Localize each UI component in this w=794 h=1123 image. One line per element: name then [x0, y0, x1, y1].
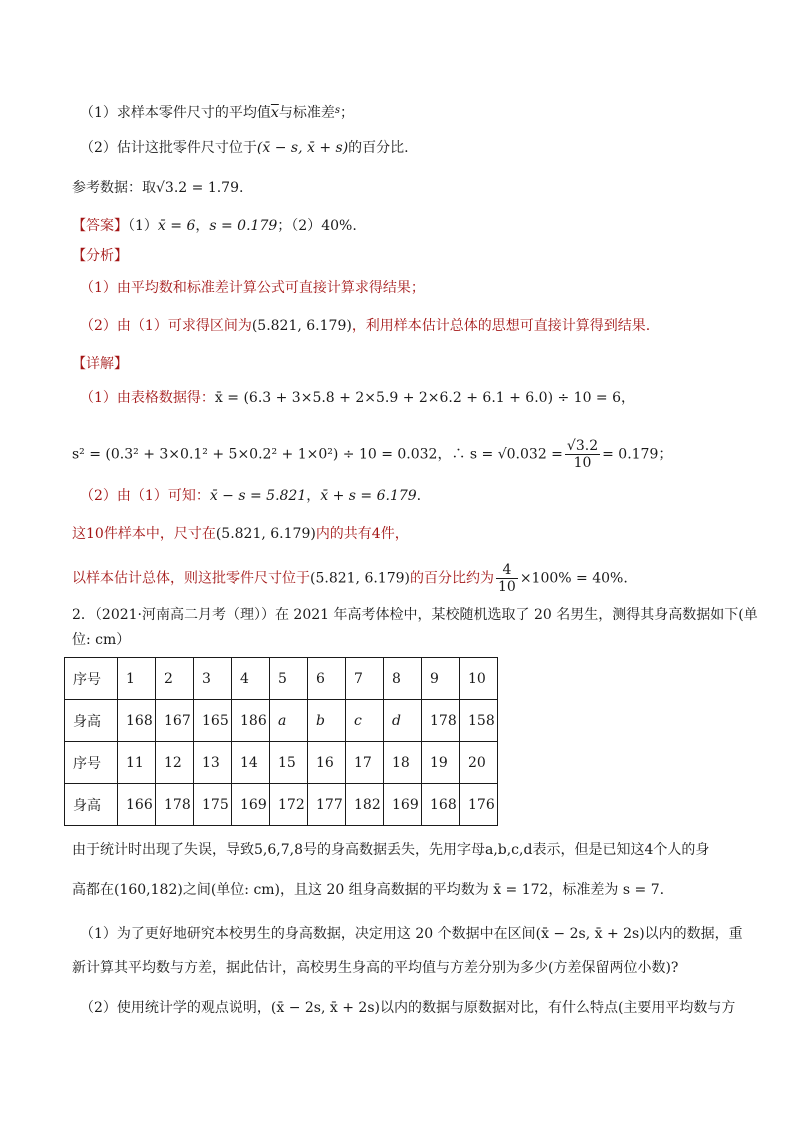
table-row [65, 784, 498, 826]
table-cell: 14 [232, 742, 270, 784]
table-cell: 169 [384, 784, 422, 826]
table-cell: 13 [194, 742, 232, 784]
table-cell: 4 [232, 658, 270, 700]
detail-label: 【详解】 [72, 356, 128, 372]
table-cell: 19 [422, 742, 460, 784]
q2-sub1-line-2: 新计算其平均数与方差，据此估计，高校男生身高的平均值与方差分别为多少(方差保留两位小数)? [72, 960, 679, 976]
table-cell: c [346, 700, 384, 742]
analysis-line-1: （1）由平均数和标准差计算公式可直接计算求得结果； [80, 280, 425, 296]
table-cell: 1 [118, 658, 156, 700]
detail-line-3: （2）由（1）可知：x̄ − s = 5.821，x̄ + s = 6.179. [80, 488, 422, 504]
table-cell: 168 [118, 700, 156, 742]
table-cell: 176 [460, 784, 498, 826]
row-header-cell: 序号 [65, 658, 118, 700]
q2-after-line-1: 由于统计时出现了失误，导致5,6,7,8号的身高数据丢失，先用字母a,b,c,d表示，但是已知这4个人的身 [72, 842, 710, 858]
analysis-line-2: （2）由（1）可求得区间为(5.821, 6.179)，利用样本估计总体的思想可直接计算得到结果. [80, 318, 651, 334]
table-cell: 178 [156, 784, 194, 826]
answer-label: 【答案】 [72, 218, 128, 234]
fraction: $\frac{4}{10}$ [497, 562, 516, 595]
table-cell: a [270, 700, 308, 742]
height-data-table [64, 657, 498, 826]
table-cell: 17 [346, 742, 384, 784]
table-cell: 182 [346, 784, 384, 826]
q2-sub1-line-1: （1）为了更好地研究本校男生的身高数据，决定用这 20 个数据中在区间(x̄ − 2s, x̄ + 2s)以内的数据，重 [80, 926, 743, 942]
row-header-cell: 身高 [65, 784, 118, 826]
table-cell: 7 [346, 658, 384, 700]
table-cell: 165 [194, 700, 232, 742]
detail-line-1: （1）由表格数据得：x̄ = (6.3 + 3×5.8 + 2×5.9 + 2×6.2 + 6.1 + 6.0) ÷ 10 = 6， [80, 390, 636, 406]
analysis-label: 【分析】 [72, 248, 128, 264]
row-header-cell: 身高 [65, 700, 118, 742]
mean-symbol: $\overline{x}$ [270, 105, 279, 121]
table-cell: 16 [308, 742, 346, 784]
table-cell: 10 [460, 658, 498, 700]
table-cell: 3 [194, 658, 232, 700]
table-cell: b [308, 700, 346, 742]
q2-after-line-2: 高都在(160,182)之间(单位: cm)，且这 20 组身高数据的平均数为 x̄ = 172，标准差为 s = 7. [72, 882, 665, 898]
table-cell: 12 [156, 742, 194, 784]
table-cell: 167 [156, 700, 194, 742]
q2-intro-line-2: 位: cm） [72, 632, 131, 648]
table-cell: 172 [270, 784, 308, 826]
q2-sub2-line-1: （2）使用统计学的观点说明，(x̄ − 2s, x̄ + 2s)以内的数据与原数据对比，有什么特点(主要用平均数与方 [80, 1000, 736, 1016]
interval-expr: (x̄ − s, x̄ + s) [256, 140, 349, 156]
table-cell: 5 [270, 658, 308, 700]
fraction: $\frac{√3.2}{10}$ [566, 438, 599, 471]
table-cell: 177 [308, 784, 346, 826]
ref-expression: √3.2 = 1.79 [156, 180, 239, 196]
table-cell: 6 [308, 658, 346, 700]
table-cell: 158 [460, 700, 498, 742]
table-cell: 9 [422, 658, 460, 700]
table-cell: 18 [384, 742, 422, 784]
sd-symbol: s [334, 105, 340, 116]
table-cell: 11 [118, 742, 156, 784]
reference-data: 参考数据：取√3.2 = 1.79. [72, 180, 244, 196]
table-row [65, 658, 498, 700]
table-cell: 169 [232, 784, 270, 826]
table-cell: 20 [460, 742, 498, 784]
table-row [65, 700, 498, 742]
q1-part1: （1）求样本零件尺寸的平均值$\overline{x}$与标准差$^s$； [80, 105, 354, 121]
q2-intro-line-1: 2．（2021·河南高二月考（理））在 2021 年高考体检中，某校随机选取了 20 名男生，测得其身高数据如下(单 [72, 607, 758, 623]
table-cell: 2 [156, 658, 194, 700]
table-cell: 175 [194, 784, 232, 826]
detail-line-4: 这10件样本中，尺寸在(5.821, 6.179)内的共有4件， [72, 526, 409, 542]
detail-line-2: s² = (0.3² + 3×0.1² + 5×0.2² + 1×0²) ÷ 10 = 0.032，∴ s = √0.032 = $\frac{√3.2}{10}$ = 0.179； [72, 438, 673, 471]
table-cell: 8 [384, 658, 422, 700]
table-cell: 186 [232, 700, 270, 742]
answer-line: 【答案】（1）x̄ = 6，s = 0.179；（2）40%. [72, 218, 357, 234]
table-cell: 15 [270, 742, 308, 784]
detail-line-5: 以样本估计总体，则这批零件尺寸位于(5.821, 6.179)的百分比约为 $\frac{4}{10}$ ×100% = 40%. [72, 562, 628, 595]
table-cell: 166 [118, 784, 156, 826]
table-cell: d [384, 700, 422, 742]
table-cell: 168 [422, 784, 460, 826]
table-cell: 178 [422, 700, 460, 742]
row-header-cell: 序号 [65, 742, 118, 784]
table-row [65, 742, 498, 784]
q1-part2: （2）估计这批零件尺寸位于(x̄ − s, x̄ + s)的百分比. [80, 140, 409, 156]
